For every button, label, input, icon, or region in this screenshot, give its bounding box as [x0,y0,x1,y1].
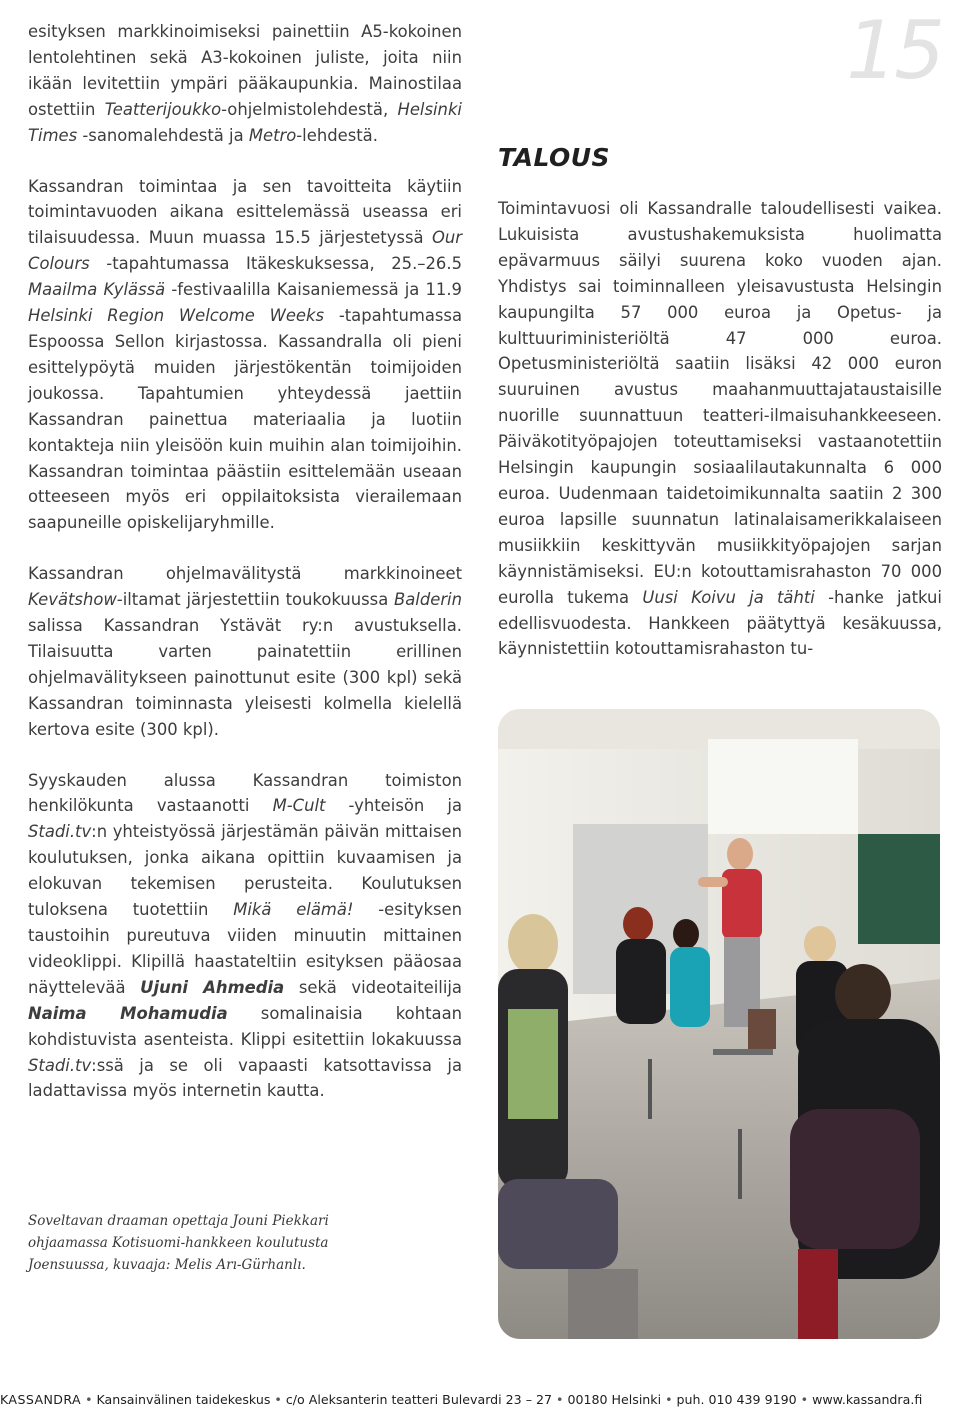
emphasized-text: M-Cult [272,796,326,816]
body-text: -yhteisön ja [325,796,462,816]
emphasized-text: Ujuni Ahmedia [140,977,285,997]
body-text: -iltamat järjestettiin toukokuussa [116,590,394,610]
emphasized-text: Helsinki Region Welcome Weeks [28,306,325,326]
body-text: -lehdestä. [296,125,378,145]
body-text: -esityksen taustoihin pureutuva viiden minuutin mittainen videoklippi. Klipillä haastateltiin esityksen pääosaa näyttelevää [28,900,462,997]
page-footer [0,1388,960,1411]
workshop-photo-illustration [498,709,940,1339]
emphasized-text: Our Colours [28,228,462,274]
footer-website-link[interactable]: www.kassandra.fi [812,1392,923,1407]
body-text: esityksen markkinoimiseksi painettiin A5-kokoinen lentolehtinen sekä A3-kokoinen juliste, joita niin ikään levitettiin ympäri pääkaupunkia. Mainostilaa ostettiin [28,22,462,119]
body-text: :ssä ja se oli vapaasti katsottavissa ja ladattavissa myös internetin kautta. [28,1055,462,1101]
emphasized-text: Uusi Koivu ja tähti [642,587,815,607]
footer-address: c/o Aleksanterin teatteri Bulevardi 23 – 27 [285,1392,553,1407]
emphasized-text: Mikä elämä! [233,900,354,920]
separator-dot: • [665,1392,673,1407]
emphasized-text: Stadi.tv [28,1055,92,1075]
body-text: -tapahtumassa Itäkeskuksessa, 25.–26.5 [89,254,462,274]
caption-line: Joensuussa, kuvaaja: Melis Arı-Gürhanlı. [28,1257,306,1273]
footer-postal: 00180 Helsinki [567,1392,662,1407]
paragraph-kevatshow [28,561,462,742]
emphasized-text: Balderin [393,590,462,610]
body-text: -sanomalehdestä ja [77,125,249,145]
right-text-column [498,196,942,662]
paragraph-events [28,174,462,537]
page-number: 15 [846,4,942,97]
workshop-photo [498,709,940,1339]
body-text: salissa Kassandran Ystävät ry:n avustuksella. Tilaisuutta varten painatettiin erillinen ohjelmavälitykseen painottunut esite (300 kpl) sekä Kassandran toiminnasta yleisesti kolmella kielellä kertova esite (300 kpl). [28,616,462,739]
section-heading-talous: TALOUS [498,143,611,172]
body-text: Toimintavuosi oli Kassandralle taloudellisesti vaikea. Lukuisista avustushakemuksista huolimatta epävarmuus säilyi suurena koko vuoden ajan. Yhdistys sai toiminnalleen yleisavustusta Helsingin kaupungilta 57 000 euroa ja Opetus- ja kulttuuriministeriöltä 47 000 euroa. Opetusministeriöltä saatiin lisäksi 42 000 euron suuruinen avustus maahanmuuttajataustaisille nuorille suunnattuun teatteri-ilmaisuhankkeeseen. Päiväkotityöpajojen toteuttamiseksi vastaanotettiin Helsingin kaupungin sosiaalilautakunnalta 6 000 euroa. Uudenmaan taidetoimikunnalta saatiin 2 300 euroa lapsille suunnatun latinalaisamerikkalaiseen musiikkiin keskittyvän musiikkityöpajojen sarjan käynnistämiseksi. EU:n kotouttamisrahaston 70 000 eurolla tukema [498,199,942,607]
emphasized-text: Teatterijoukko [104,99,222,119]
body-text: :n yhteistyössä järjestämän päivän mittaisen koulutuksen, jonka aikana opittiin kuvaamisen ja elokuvan tekemisen perusteita. Koulutuksen tuloksena tuotettiin [28,822,462,920]
body-text: Syyskauden alussa Kassandran toimiston henkilökunta vastaanotti [28,770,462,816]
emphasized-text: Naima Mohamudia [28,1003,228,1023]
caption-line: Soveltavan draaman opettaja Jouni Piekkari [28,1213,329,1229]
footer-phone: puh. 010 439 9190 [676,1392,797,1407]
emphasized-text: Maailma Kylässä [28,280,166,300]
left-text-column [28,19,462,1104]
photo-caption [28,1210,388,1276]
footer-tagline: Kansainvälinen taidekeskus [96,1392,271,1407]
emphasized-text: Metro [248,125,297,145]
body-text: Kassandran ohjelmavälitystä markkinoineet [28,564,462,584]
separator-dot: • [800,1392,809,1407]
emphasized-text: Kevätshow [28,590,117,610]
separator-dot: • [556,1392,564,1407]
paragraph-finances [498,196,942,662]
body-text: Kassandran toimintaa ja sen tavoitteita käytiin toimintavuoden aikana esittelemässä useassa eri tilaisuudessa. Muun muassa 15.5 järjestetyssä [28,176,462,248]
emphasized-text: Helsinki Times [28,99,462,145]
body-text: -ohjelmistolehdestä, [221,99,398,119]
footer-org: KASSANDRA [0,1392,82,1407]
emphasized-text: Stadi.tv [28,822,92,842]
body-text: -tapahtumassa Espoossa Sellon kirjastossa. Kassandralla oli pieni esittelypöytä muiden järjestökentän toimijoiden joukossa. Tapahtumien yhteydessä jaettiin Kassandran painettua materiaalia ja luotiin kontakteja niin yleisöön kuin muihin alan toimijoihin. Kassandran toimintaa päästiin esittelemään useaan otteeseen myös eri oppilaitoksista vierailemaan saapuneille opiskelijaryhmille. [28,306,462,533]
separator-dot: • [274,1392,282,1407]
caption-line: ohjaamassa Kotisuomi-hankkeen koulutusta [28,1235,329,1251]
body-text: -hanke jatkui edellisvuodesta. Hankkeen päätyttyä kesäkuussa, käynnistettiin kotouttamisrahaston tu- [498,587,942,659]
separator-dot: • [85,1392,93,1407]
body-text: -festivaalilla Kaisaniemessä ja 11.9 [165,280,462,300]
body-text: sekä videotaiteilija [284,977,462,997]
body-text: somalinaisia kohtaan kohdistuvista asenteista. Klippi esitettiin lokakuussa [28,1003,462,1049]
paragraph-video-training [28,768,462,1105]
paragraph-marketing [28,19,462,149]
